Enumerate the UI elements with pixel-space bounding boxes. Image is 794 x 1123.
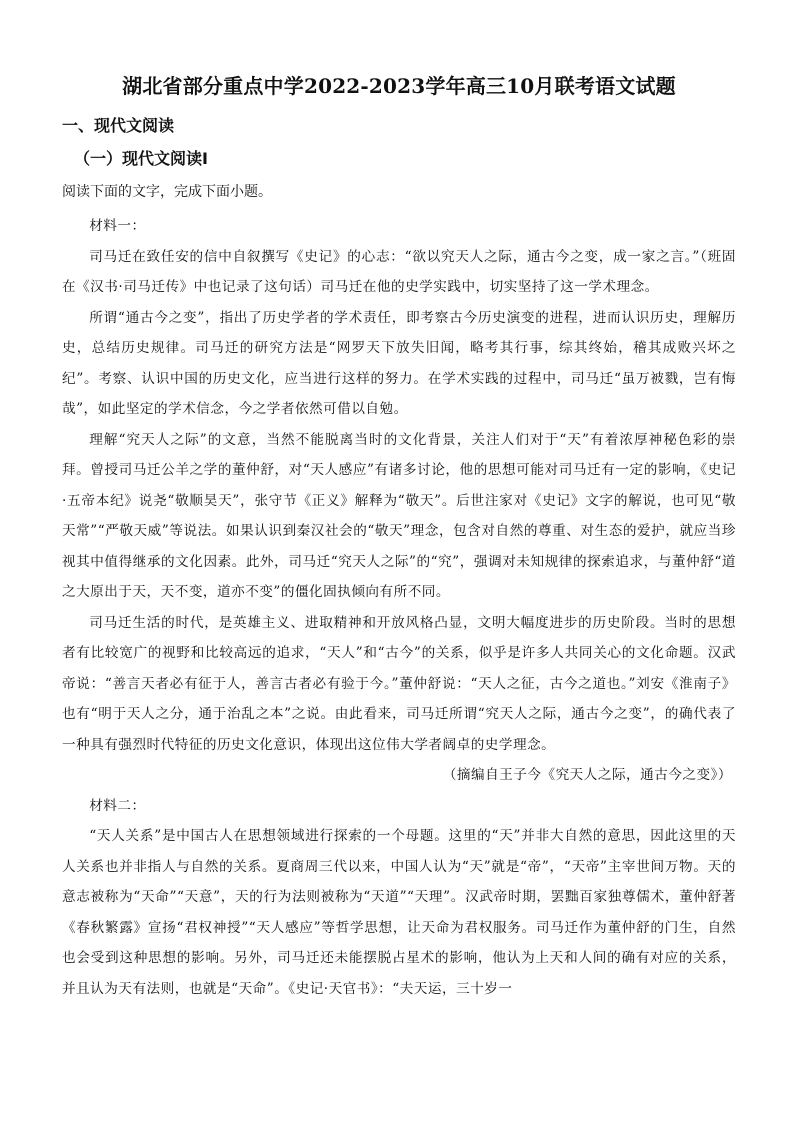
page-title: 湖北省部分重点中学2022-2023学年高三10月联考语文试题	[122, 74, 676, 98]
material1-paragraph: 理解“究天人之际”的文意，当然不能脱离当时的文化背景，关注人们对于“天”有着浓厚神秘色彩的崇拜。曾授司马迁公羊之学的董仲舒，对“天人感应”有诸多讨论，他的思想可能对司马迁有一定的影响，《史记·五帝本纪》说尧“敬顺昊天”，张守节《正义》解释为“敬天”。后世注家对《史记》文字的解说，也可见“敬天常”“严敬天威”等说法。如果认识到秦汉社会的“敬天”理念，包含对自然的尊重、对生态的爱护，就应当珍视其中值得继承的文化因素。此外，司马迁“究天人之际”的“究”，强调对未知规律的探索追求，与董仲舒“道之大原出于天，天不变，道亦不变”的僵化固执倾向有所不同。	[62, 431, 736, 600]
material1-label: 材料一：	[89, 218, 146, 234]
subsection-heading: （一）现代文阅读Ⅰ	[74, 149, 208, 168]
section-heading: 一、现代文阅读	[62, 116, 175, 135]
material1-paragraph: 司马迁生活的时代，是英雄主义、进取精神和开放风格凸显，文明大幅度进步的历史阶段。当时的思想者有比较宽广的视野和比较高远的追求，“天人”和“古今”的关系，似乎是许多人共同关心的文化命题。汉武帝说：“善言天者必有征于人，善言古者必有验于今。”董仲舒说：“天人之征，古今之道也。”刘安《淮南子》也有“明于天人之分，通于治乱之本”之说。由此看来，司马迁所谓“究天人之际，通古今之变”，的确代表了一种具有强烈时代特征的历史文化意识，体现出这位伟大学者阔卓的史学理念。	[62, 614, 736, 753]
material1-paragraph: 所谓“通古今之变”，指出了历史学者的学术责任，即考察古今历史演变的进程，进而认识历史，理解历史，总结历史规律。司马迁的研究方法是“网罗天下放失旧闻，略考其行事，综其终始，稽其成败兴坏之纪”。考察、认识中国的历史文化，应当进行这样的努力。在学术实践的过程中，司马迁“虽万被戮，岂有悔哉”，如此坚定的学术信念，今之学者依然可借以自勉。	[62, 309, 736, 417]
reading-instruction: 阅读下面的文字，完成下面小题。	[62, 184, 272, 200]
material2-paragraph: “天人关系”是中国古人在思想领域进行探索的一个母题。这里的“天”并非大自然的意思，因此这里的天人关系也并非指人与自然的关系。夏商周三代以来，中国人认为“天”就是“帝”，“天帝”主宰世间万物。天的意志被称为“天命”“天意”，天的行为法则被称为“天道”“天理”。汉武帝时期，罢黜百家独尊儒术，董仲舒著《春秋繁露》宣扬“君权神授”“天人感应”等哲学思想，让天命为君权服务。司马迁作为董仲舒的门生，自然也会受到这种思想的影响。另外，司马迁还未能摆脱占星术的影响，他认为上天和人间的确有对应的关系，并且认为天有法则，也就是“天命”。《史记·天官书》：“夫天运，三十岁一	[62, 828, 736, 997]
material2-label: 材料二：	[89, 797, 146, 814]
material1-source: （摘编自王子今《究天人之际，通古今之变》）	[442, 767, 732, 783]
material1-paragraph: 司马迁在致任安的信中自叙撰写《史记》的心志：“欲以究天人之际，通古今之变，成一家之言。”（班固在《汉书·司马迁传》中也记录了这句话）司马迁在他的史学实践中，切实坚持了这一学术理念。	[62, 248, 736, 295]
